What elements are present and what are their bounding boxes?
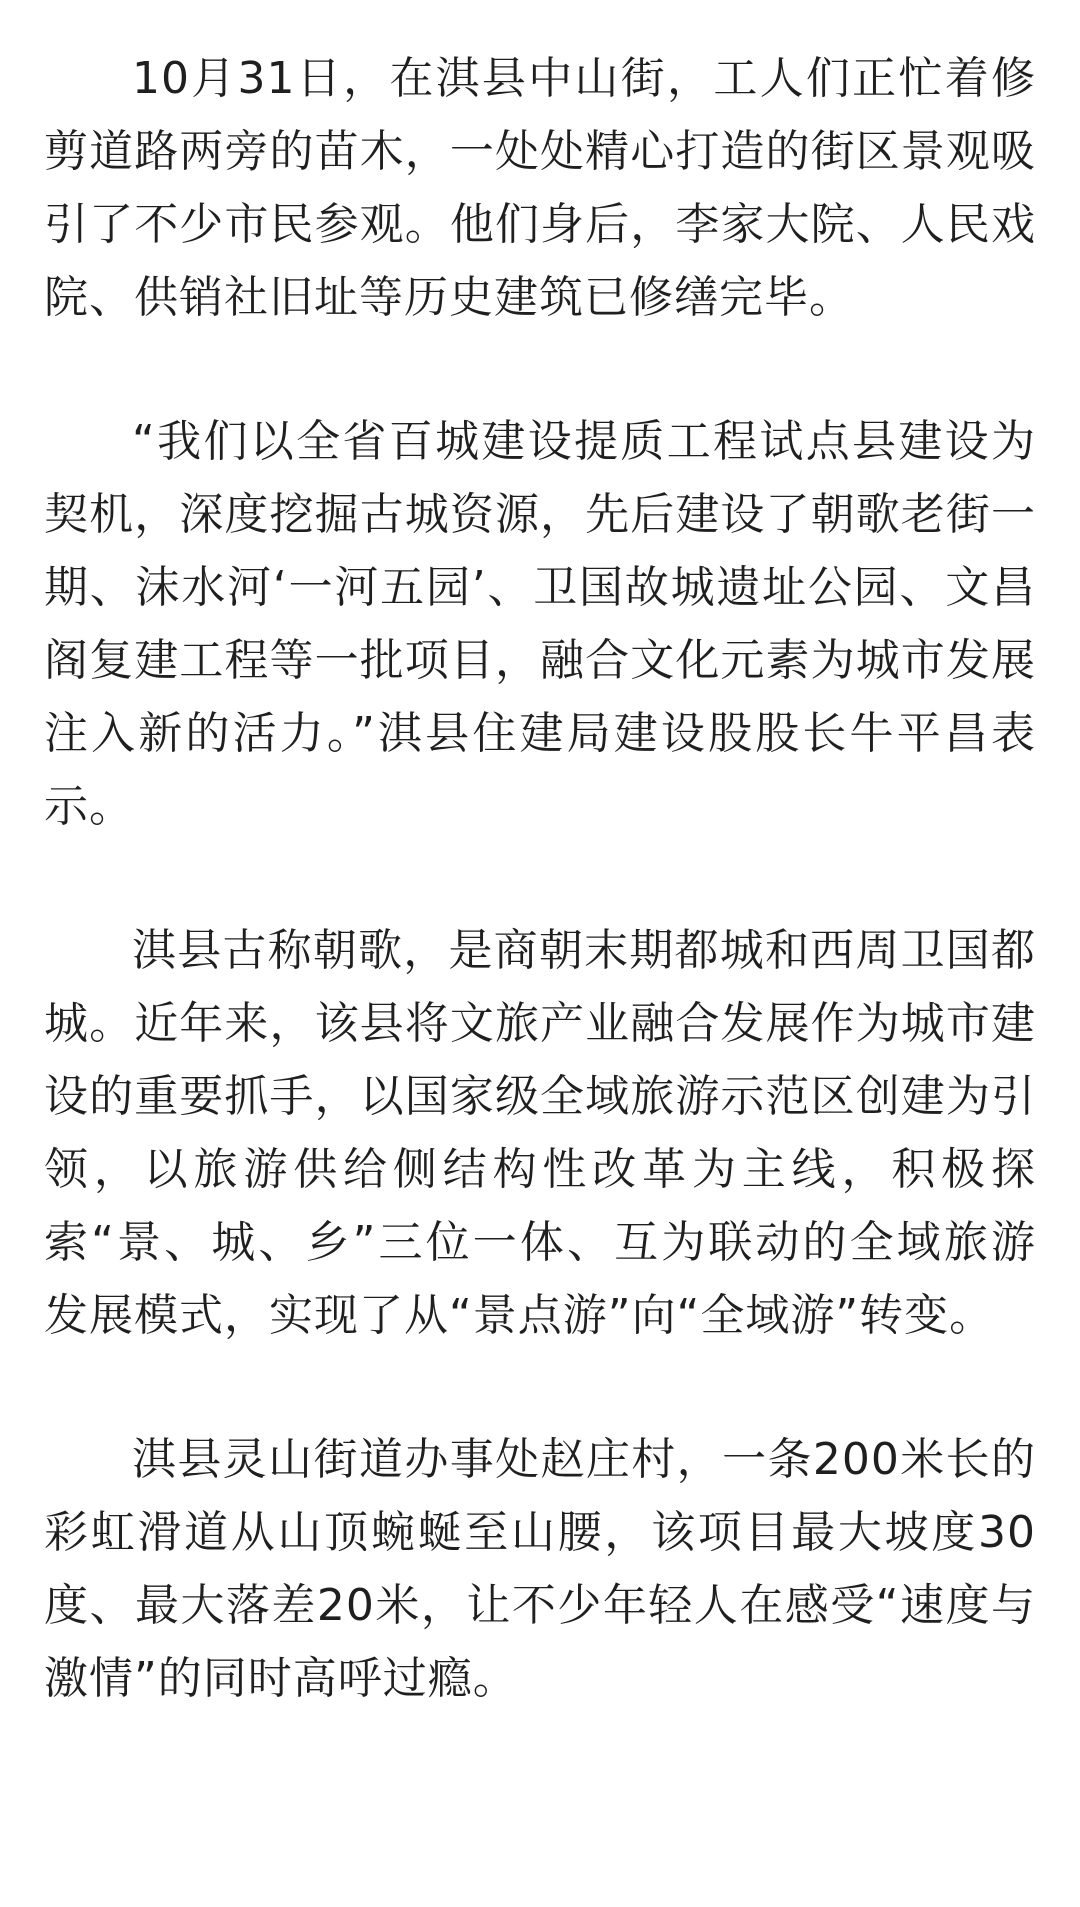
article-paragraph-3: 淇县古称朝歌，是商朝末期都城和西周卫国都城。近年来，该县将文旅产业融合发展作为城市建设的重要抓手，以国家级全域旅游示范区创建为引领，以旅游供给侧结构性改革为主线，积极探索“景、城、乡”三位一体、互为联动的全域旅游发展模式，实现了从“景点游”向“全域游”转变。 <box>44 925 1036 1341</box>
article-paragraph-4: 淇县灵山街道办事处赵庄村，一条200米长的彩虹滑道从山顶蜿蜒至山腰，该项目最大坡度30度、最大落差20米，让不少年轻人在感受“速度与激情”的同时高呼过瘾。 <box>44 1434 1036 1704</box>
article-paragraph-1: 10月31日，在淇县中山街，工人们正忙着修剪道路两旁的苗木，一处处精心打造的街区景观吸引了不少市民参观。他们身后，李家大院、人民戏院、供销社旧址等历史建筑已修缮完毕。 <box>44 53 1036 323</box>
article-paragraph-2: “我们以全省百城建设提质工程试点县建设为契机，深度挖掘古城资源，先后建设了朝歌老街一期、沫水河‘一河五园’、卫国故城遗址公园、文昌阁复建工程等一批项目，融合文化元素为城市发展注入新的活力。”淇县住建局建设股股长牛平昌表示。 <box>44 416 1036 832</box>
